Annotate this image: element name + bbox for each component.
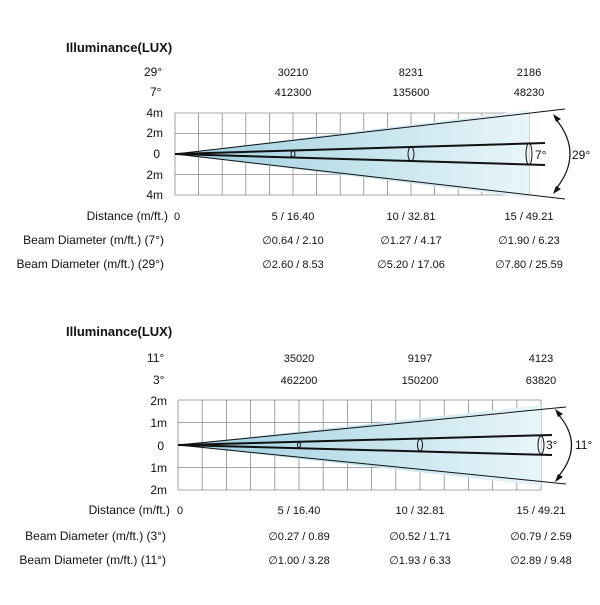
panel-2-lux-wide-5m: 35020 — [283, 353, 315, 365]
panel-2-beam-narrow-5m: ∅0.27 / 0.89 — [268, 531, 330, 543]
panel-1-lux-wide-5m: 30210 — [277, 67, 309, 79]
panel-2-distance-5m: 5 / 16.40 — [277, 505, 321, 517]
panel-1-y-label-center: 0 — [153, 147, 160, 161]
panel-1-beam-wide-label: Beam Diameter (m/ft.) (29°) — [16, 257, 164, 271]
panel-1-y-label-upper: 2m — [146, 126, 163, 140]
panel-2-y-label-upper: 1m — [150, 416, 167, 430]
panel-2-y-label-top: 2m — [150, 394, 167, 408]
panel-1-angle-arrow-top — [553, 114, 561, 122]
panel-1-distance-label: Distance (m/ft.) — [86, 209, 168, 223]
panel-2-lux-narrow-15m: 63820 — [525, 375, 557, 387]
panel-2-beam-wide-5m: ∅1.00 / 3.28 — [268, 555, 330, 567]
panel-2-angle-inner-label: 3° — [546, 438, 558, 452]
panel-2-beam-wide-10m: ∅1.93 / 6.33 — [389, 555, 451, 567]
panel-1-angle-arrow-bottom — [553, 186, 561, 194]
panel-2-beam-wide-15m: ∅2.89 / 9.48 — [510, 555, 572, 567]
panel-1-distance-10m: 10 / 32.81 — [386, 211, 436, 223]
panel-2-lux-wide-15m: 4123 — [528, 353, 554, 365]
panel-1-distance-5m: 5 / 16.40 — [271, 211, 315, 223]
panel-1-angle-inner-label: 7° — [535, 148, 547, 162]
panel-1-beam-wide-5m: ∅2.60 / 8.53 — [262, 259, 324, 271]
panel-2-beam-narrow-label: Beam Diameter (m/ft.) (3°) — [25, 529, 166, 543]
panel-1-y-label-top: 4m — [146, 106, 163, 120]
panel-1-distance-15m: 15 / 49.21 — [504, 211, 554, 223]
panel-2-title: Illuminance(LUX) — [66, 324, 173, 339]
panel-1-lux-narrow-15m: 48230 — [513, 87, 545, 99]
panel-1-angle-arc — [555, 118, 570, 190]
panel-1-beam-narrow-label: Beam Diameter (m/ft.) (7°) — [23, 233, 164, 247]
panel-1-y-label-bottom: 4m — [146, 188, 163, 202]
panel-1-angle-outer-label: 29° — [572, 148, 591, 162]
panel-2-wide-angle-label: 11° — [147, 351, 165, 365]
panel-1-beam-wide-10m: ∅5.20 / 17.06 — [377, 259, 445, 271]
panel-1-lux-wide-10m: 8231 — [398, 67, 424, 79]
panel-2-angle-arc — [557, 413, 572, 478]
panel-1-beam-wide-15m: ∅7.80 / 25.59 — [495, 259, 563, 271]
panel-2-y-label-bottom: 2m — [150, 483, 167, 497]
panel-2-distance-15m: 15 / 49.21 — [516, 505, 566, 517]
panel-1-y-label-lower: 2m — [146, 168, 163, 182]
panel-1-beam-narrow-5m: ∅0.64 / 2.10 — [262, 235, 324, 247]
panel-1-wide-beam — [175, 110, 529, 198]
panel-1-lux-narrow-5m: 412300 — [274, 87, 312, 99]
panel-1-wide-angle-label: 29° — [144, 65, 163, 79]
panel-1-beam-narrow-10m: ∅1.27 / 4.17 — [380, 235, 442, 247]
panel-2-distance-label: Distance (m/ft.) — [88, 503, 170, 517]
panel-1-distance-zero: 0 — [173, 211, 181, 223]
panel-2-angle-arrow-bottom — [555, 474, 563, 482]
panel-2-lux-narrow-10m: 150200 — [401, 375, 439, 387]
panel-2-beam-wide-label: Beam Diameter (m/ft.) (11°) — [19, 553, 166, 567]
panel-2-narrow-angle-label: 3° — [153, 373, 165, 387]
panel-1-narrow-angle-label: 7° — [150, 85, 162, 99]
panel-1-title: Illuminance(LUX) — [66, 40, 173, 55]
panel-1 — [17, 40, 591, 271]
panel-2-beam-narrow-10m: ∅0.52 / 1.71 — [389, 531, 451, 543]
panel-1-lux-wide-15m: 2186 — [516, 67, 542, 79]
panel-2-beam-narrow-15m: ∅0.79 / 2.59 — [510, 531, 572, 543]
panel-2-y-label-center: 0 — [157, 439, 164, 453]
panel-2-distance-zero: 0 — [176, 505, 184, 517]
panel-2-angle-outer-label: 11° — [575, 438, 593, 452]
panel-2-lux-wide-10m: 9197 — [407, 353, 433, 365]
panel-1-beam-narrow-15m: ∅1.90 / 6.23 — [498, 235, 560, 247]
panel-2-lux-narrow-5m: 462200 — [280, 375, 318, 387]
panel-2-y-label-lower: 1m — [150, 461, 167, 475]
panel-1-lux-narrow-10m: 135600 — [392, 87, 430, 99]
panel-2 — [19, 324, 592, 567]
panel-2-angle-arrow-top — [555, 409, 563, 417]
panel-2-distance-10m: 10 / 32.81 — [395, 505, 445, 517]
